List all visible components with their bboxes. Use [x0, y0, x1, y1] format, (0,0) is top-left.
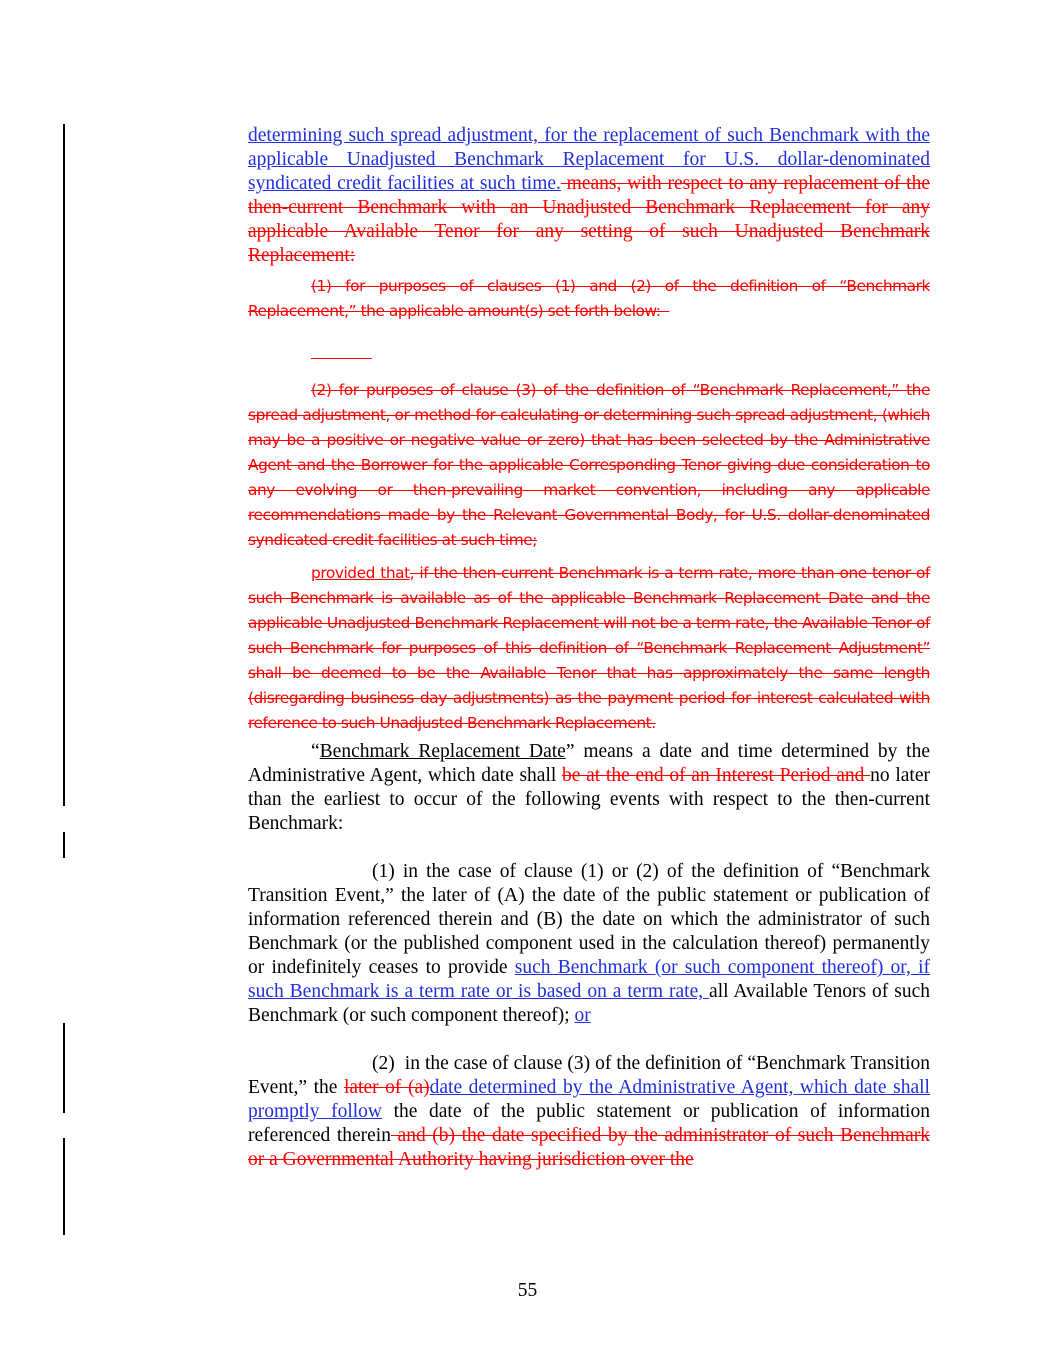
change-bar — [63, 1138, 65, 1235]
deleted-text: , if the then-current Benchmark is a term rate, more than one tenor of such Benchmark is available as of the applicable Benchmark Replacement Date and the applicable Unadjusted Benchmark Replacement will not be a term rate, the Available Tenor of such Benchmark for purposes of this definition of “Benchmark Replacement Adjustment” shall be deemed to be the Available Tenor that has approximately the same length (disregarding business day adjustments) as the payment period for interest calculated with reference to such Unadjusted Benchmark Replacement. — [248, 564, 930, 732]
change-bar — [63, 832, 65, 858]
body-text: (1) in the case of clause (1) or (2) of the definition of “Benchmark Transition Event,” the later of (A) the date of the public statement or publication of information referenced therein and (B) the date on which the administrator of such Benchmark (or the published component used in the calculation thereof) permanently or indefinitely ceases to provide — [248, 861, 930, 978]
open-quote: “ — [311, 741, 320, 762]
inserted-text: such Benchmark (or such component thereof) or, if such Benchmark is a term rate or is based on a term rate, — [248, 957, 930, 1002]
page-number: 55 — [517, 1280, 538, 1301]
defined-term: Benchmark Replacement Date — [319, 741, 566, 762]
paragraph-proviso-deleted — [248, 561, 930, 736]
body-text: ” means a date and time determined by the Administrative Agent, which date shall — [248, 741, 931, 786]
deleted-text: means, with respect to any replacement of the then-current Benchmark with an Unadjusted Benchmark Replacement for any applicable Available Tenor for any setting of such Unadjusted Benchmark Replacement: — [248, 173, 930, 266]
body-text: no later than the earliest to occur of the following events with respect to the then-current Benchmark: — [248, 765, 930, 834]
paragraph-clause-2-deleted: (2) for purposes of clause (3) of the definition of “Benchmark Replacement,” the spread adjustment, or method for calculating or determining such spread adjustment, (which may be a positive or negative value or zero) that has been selected by the Administrative Agent and the Borrower for the applicable Corresponding Tenor giving due consideration to any evolving or then-prevailing market convention, including any applicable recommendations made by the Relevant Governmental Body, for U.S. dollar-denominated syndicated credit facilities at such time; — [248, 381, 930, 549]
deleted-text: later of (a) — [343, 1077, 430, 1098]
change-bar — [63, 124, 65, 806]
inserted-text: determining such spread adjustment, for the replacement of such Benchmark with the applicable Unadjusted Benchmark Replacement for U.S. dollar-denominated syndicated credit facilities at such time. — [248, 125, 930, 194]
body-text: (2) in the case of clause (3) of the definition of “Benchmark Transition Event,” the — [248, 1053, 930, 1098]
paragraph-event-2 — [248, 1052, 930, 1172]
body-text: the date of the public statement or publication of information referenced therein — [248, 1101, 930, 1146]
inserted-text: date determined by the Administrative Agent, which date shall promptly follow — [248, 1077, 930, 1122]
change-bar — [63, 1023, 65, 1113]
paragraph-spread-adjustment — [248, 124, 930, 268]
inserted-or: or — [574, 1005, 591, 1026]
paragraph-event-1 — [248, 860, 930, 1028]
deleted-text: be at the end of an Interest Period and — [562, 765, 871, 786]
paragraph-benchmark-replacement-date — [248, 740, 930, 836]
deleted-provided-that: provided that — [311, 564, 410, 582]
body-text: all Available Tenors of such Benchmark (or such component thereof); — [248, 981, 930, 1026]
paragraph-clause-1-deleted: (1) for purposes of clauses (1) and (2) of the definition of “Benchmark Replacement,” the applicable amount(s) set forth below: — [248, 277, 930, 320]
deleted-text: and (b) the date specified by the administrator of such Benchmark or a Governmental Authority having jurisdiction over the — [248, 1125, 930, 1170]
document-body — [248, 124, 930, 1172]
